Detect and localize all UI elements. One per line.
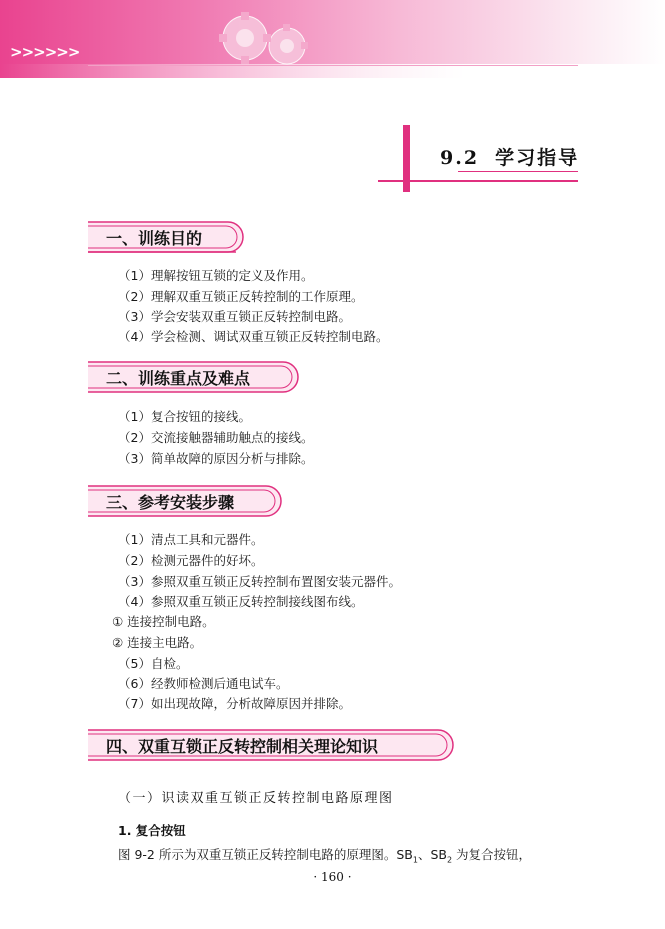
heading-part3 [88, 484, 286, 518]
list-item: （7）如出现故障，分析故障原因并排除。 [118, 696, 351, 711]
section-title [440, 143, 579, 170]
list-item: （5）自检。 [118, 656, 189, 671]
page-number: · 160 · [313, 870, 352, 884]
sub-subheading: 1. 复合按钮 [118, 823, 186, 838]
list-item: （1）复合按钮的接线。 [118, 409, 251, 424]
list-item: （1）理解按钮互锁的定义及作用。 [118, 268, 314, 283]
title-underline [378, 180, 578, 182]
heading-part2 [88, 360, 303, 394]
list-item: ① 连接控制电路。 [112, 614, 215, 629]
list-item: （3）参照双重互锁正反转控制布置图安装元器件。 [118, 574, 401, 589]
heading-part4-text: 四、双重互锁正反转控制相关理论知识 [106, 737, 379, 756]
header-band [0, 0, 665, 78]
list-item: （3）简单故障的原因分析与排除。 [118, 451, 314, 466]
list-item: （3）学会安装双重互锁正反转控制电路。 [118, 309, 351, 324]
paragraph: 图 9-2 所示为双重互锁正反转控制电路的原理图。$SB_1$、$SB_2$ 为复合按钮， [118, 847, 532, 865]
heading-part4 [88, 728, 458, 762]
gears-icon [205, 6, 325, 72]
title-underline-thin [458, 171, 578, 172]
list-item: （2）理解双重互锁正反转控制的工作原理。 [118, 289, 364, 304]
header-rule [88, 65, 578, 66]
list-item: （1）清点工具和元器件。 [118, 532, 264, 547]
list-item: ② 连接主电路。 [112, 635, 203, 650]
list-item: （2）交流接触器辅助触点的接线。 [118, 430, 314, 445]
heading-part3-text: 三、参考安装步骤 [106, 493, 235, 512]
heading-part1 [88, 220, 248, 254]
list-item: （4）学会检测、调试双重互锁正反转控制电路。 [118, 329, 389, 344]
list-item: （2）检测元器件的好坏。 [118, 553, 264, 568]
heading-part1-text: 一、训练目的 [106, 229, 203, 248]
section-number: 9.2 [440, 147, 480, 169]
heading-part2-text: 二、训练重点及难点 [106, 369, 251, 388]
chevrons-icon: >>>>>> [10, 43, 80, 61]
subheading: （一）识读双重互锁正反转控制电路原理图 [118, 791, 394, 806]
list-item: （6）经教师检测后通电试车。 [118, 676, 289, 691]
section-title-text: 学习指导 [495, 147, 580, 169]
list-item: （4）参照双重互锁正反转控制接线图布线。 [118, 594, 364, 609]
